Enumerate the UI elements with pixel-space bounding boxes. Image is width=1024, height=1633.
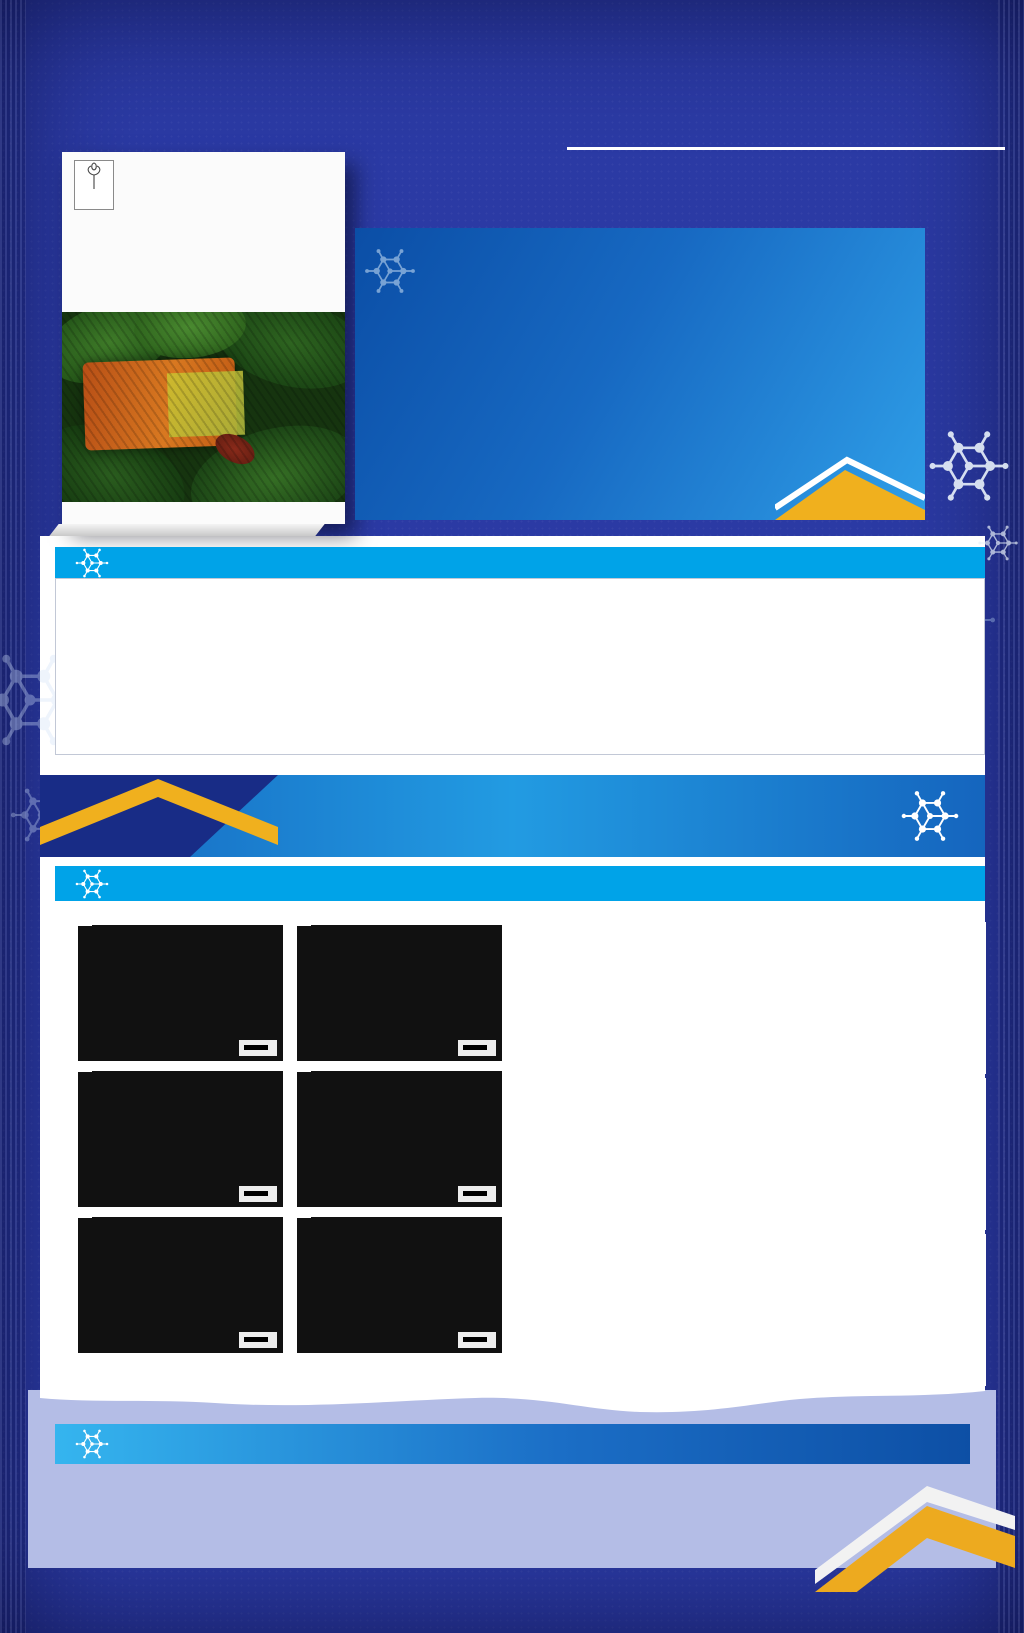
scale-bar-line	[463, 1045, 487, 1050]
abstract-header-bar	[55, 547, 985, 578]
sem-panel-b	[297, 925, 502, 1061]
scale-bar	[239, 1186, 277, 1202]
elsevier-tree-icon	[83, 161, 105, 191]
scale-bar-line	[244, 1337, 268, 1342]
scale-bar-line	[463, 1191, 487, 1196]
authors-panel	[355, 228, 925, 520]
molecule-icon	[73, 544, 111, 582]
gold-chevron-decoration	[775, 448, 925, 520]
scale-bar	[458, 1040, 496, 1056]
gold-chevron-decoration	[815, 1472, 1015, 1592]
sem-label	[297, 1217, 311, 1218]
scale-bar-line	[463, 1337, 487, 1342]
sem-panel-e	[78, 1217, 283, 1353]
sem-panel-d	[297, 1071, 502, 1207]
molecule-icon	[73, 865, 111, 903]
chart-rate-powerlaw-fit	[768, 1234, 986, 1386]
chart-macro-conversion-wf	[540, 1234, 758, 1386]
citation-line-2	[40, 815, 985, 855]
sem-label	[78, 1071, 92, 1072]
scale-bar	[458, 1186, 496, 1202]
sem-label	[78, 1217, 92, 1218]
chart-conversion-vs-wf	[540, 1078, 758, 1230]
sem-image-grid	[78, 925, 502, 1353]
molecule-decoration	[923, 420, 1015, 512]
molecule-icon	[897, 783, 963, 849]
scale-bar	[458, 1332, 496, 1348]
chart-ftir	[768, 922, 986, 1074]
scale-bar	[239, 1332, 277, 1348]
book-page-edge	[49, 524, 324, 536]
citation-banner	[40, 775, 985, 857]
journal-cover	[62, 152, 345, 524]
chart-co-conversion-temperature	[540, 922, 758, 1074]
scale-bar-line	[244, 1045, 268, 1050]
chart-grid	[540, 922, 986, 1386]
results-header-bar	[55, 866, 985, 901]
scale-bar-line	[244, 1191, 268, 1196]
molecule-icon	[73, 1425, 111, 1463]
sem-panel-f	[297, 1217, 502, 1353]
sem-panel-c	[78, 1071, 283, 1207]
sem-label	[297, 925, 311, 926]
right-border-texture	[998, 0, 1024, 1633]
sem-label	[78, 925, 92, 926]
cover-art	[62, 312, 345, 502]
sem-panel-a	[78, 925, 283, 1061]
panel-wave-edge	[40, 1386, 985, 1418]
molecule-decoration	[361, 242, 419, 300]
chart-rate-vs-conversion	[768, 1078, 986, 1230]
sem-label	[297, 1071, 311, 1072]
elsevier-logo	[74, 160, 114, 210]
title-underline	[567, 147, 1005, 150]
scale-bar	[239, 1040, 277, 1056]
acknowledgments-header-bar	[55, 1424, 970, 1464]
abstract-body	[55, 578, 985, 755]
affiliations	[375, 346, 907, 354]
